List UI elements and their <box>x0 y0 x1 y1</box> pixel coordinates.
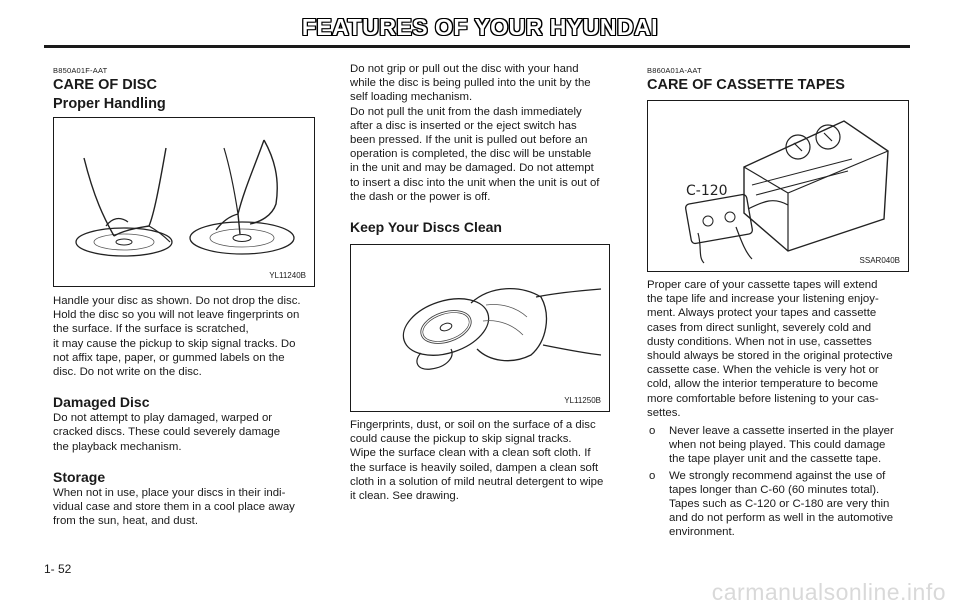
text-line: Hold the disc so you will not leave fingerprints on <box>53 309 300 322</box>
header-rule <box>44 45 910 48</box>
text-line: When not in use, place your discs in their indi- <box>53 486 286 499</box>
text-line: should always be stored in the original protective <box>647 350 893 363</box>
section-code: B860A01A-AAT <box>647 66 702 75</box>
text-line: cassette case. When the vehicle is very hot or <box>647 364 879 377</box>
figure-label: YL11250B <box>564 396 601 406</box>
damaged-disc-paragraph <box>53 411 319 454</box>
text-line: it clean. See drawing. <box>350 490 459 503</box>
text-line: self loading mechanism. <box>350 91 473 104</box>
text-line: the tape player unit and the cassette tape. <box>669 453 882 466</box>
text-line: after a disc is inserted or the eject switch has <box>350 119 577 132</box>
text-line: Never leave a cassette inserted in the player <box>669 425 894 438</box>
text-line: Do not attempt to play damaged, warped or <box>53 412 273 425</box>
cassette-tape-label: C-120 <box>686 183 728 199</box>
page-number: 1- 52 <box>44 562 72 576</box>
text-line: cases from direct sunlight, severely cold and <box>647 321 872 334</box>
text-line: been pressed. If the unit is pulled out before an <box>350 134 588 147</box>
cassette-bullet-list <box>647 424 911 540</box>
text-line: cold, allow the interior temperature to become <box>647 378 879 391</box>
grip-warning-paragraph <box>350 62 613 204</box>
text-line: the dash or the power is off. <box>350 190 491 203</box>
page-header-title: FEATURES OF YOUR HYUNDAI <box>301 14 659 40</box>
text-line: from the sun, heat, and dust. <box>53 515 199 528</box>
list-item <box>647 469 911 540</box>
storage-heading: Storage <box>53 468 106 485</box>
text-line: environment. <box>669 526 735 539</box>
disc-handling-figure <box>53 117 315 287</box>
text-line: Do not pull the unit from the dash immediately <box>350 105 582 118</box>
text-line: ment. Always protect your tapes and cassette <box>647 307 877 320</box>
figure-label: SSAR040B <box>859 256 900 265</box>
list-item <box>647 424 911 467</box>
text-line: settes. <box>647 406 681 419</box>
keep-discs-clean-heading: Keep Your Discs Clean <box>350 219 502 236</box>
text-line: disc. Do not write on the disc. <box>53 366 202 379</box>
text-line: in the unit and may be damaged. Do not attempt <box>350 162 594 175</box>
text-line: the tape life and increase your listening enjoy- <box>647 293 879 306</box>
bullet-mark: o <box>649 425 656 438</box>
text-line: while the disc is being pulled into the unit by the <box>350 77 591 90</box>
disc-cleaning-illustration <box>351 245 609 411</box>
text-line: Tapes such as C-120 or C-180 are very thin <box>669 498 890 511</box>
section-heading: CARE OF DISC <box>53 77 157 93</box>
text-line: it may cause the pickup to skip signal tracks. Do <box>53 337 296 350</box>
figure-label: YL11240B <box>269 271 306 280</box>
text-line: the playback mechanism. <box>53 440 182 453</box>
text-line: vidual case and store them in a cool place away <box>53 501 295 514</box>
cassette-paragraph <box>647 278 911 420</box>
cleaning-paragraph <box>350 418 613 503</box>
disc-cleaning-figure <box>350 244 610 412</box>
watermark: carmanualsonline.info <box>711 579 946 605</box>
text-line: Handle your disc as shown. Do not drop the disc. <box>53 295 301 307</box>
text-line: the surface is heavily soiled, dampen a clean soft <box>350 461 599 474</box>
text-line: to insert a disc into the unit when the unit is out of <box>350 176 600 189</box>
text-line: when not being played. This could damage <box>669 439 886 452</box>
section-heading: CARE OF CASSETTE TAPES <box>647 77 845 93</box>
subsection-heading: Proper Handling <box>53 96 166 112</box>
cassette-illustration <box>648 101 908 271</box>
text-line: dusty conditions. When not in use, cassettes <box>647 335 872 348</box>
text-line: could cause the pickup to skip signal tracks. <box>350 433 572 446</box>
column-cassette-care <box>647 58 911 540</box>
storage-paragraph <box>53 486 319 529</box>
text-line: more comfortable before listening to your cas- <box>647 392 879 405</box>
text-line: Proper care of your cassette tapes will extend <box>647 279 878 291</box>
bullet-mark: o <box>649 469 656 482</box>
text-line: Fingerprints, dust, or soil on the surface of a disc <box>350 419 596 432</box>
text-line: not affix tape, paper, or gummed labels on the <box>53 351 285 364</box>
section-code: B850A01F-AAT <box>53 66 108 75</box>
text-line: and do not perform as well in the automotive <box>669 512 894 525</box>
damaged-disc-heading: Damaged Disc <box>53 394 150 411</box>
handling-paragraph <box>53 294 319 379</box>
column-disc-cleaning <box>350 62 613 503</box>
text-line: cloth in a solution of mild neutral detergent to wipe <box>350 475 604 488</box>
text-line: Do not grip or pull out the disc with your hand <box>350 63 579 75</box>
text-line: the surface. If the surface is scratched, <box>53 323 249 336</box>
text-line: We strongly recommend against the use of <box>669 469 886 482</box>
text-line: Wipe the surface clean with a clean soft cloth. If <box>350 447 591 460</box>
cassette-figure <box>647 100 909 272</box>
column-care-of-disc <box>53 58 319 528</box>
text-line: cracked discs. These could severely damage <box>53 426 281 439</box>
text-line: operation is completed, the disc will be unstable <box>350 148 592 161</box>
disc-handling-illustration <box>54 118 314 286</box>
text-line: tapes longer than C-60 (60 minutes total). <box>669 483 880 496</box>
